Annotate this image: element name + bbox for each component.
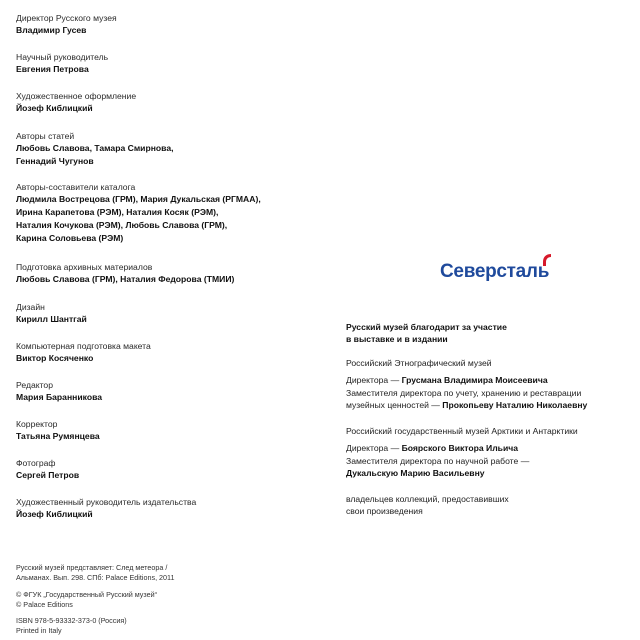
- org1-director-title: Директора —: [346, 375, 402, 385]
- credit-editor: [16, 379, 102, 403]
- copyright-line: © Palace Editions: [16, 599, 73, 609]
- credit-role: Редактор: [16, 380, 53, 390]
- credit-name: Сергей Петров: [16, 470, 80, 480]
- credit-role: Художественный руководитель издательства: [16, 497, 197, 507]
- credit-name: Евгения Петрова: [16, 64, 89, 74]
- credit-scientific-lead: [16, 51, 108, 75]
- credit-photographer: [16, 457, 79, 481]
- credit-name: Кирилл Шантгай: [16, 314, 87, 324]
- org1-deputy-title: Заместителя директора по учету, хранению и реставрации: [346, 388, 582, 398]
- org1-deputy-name: Прокопьеву Наталию Николаевну: [442, 400, 588, 410]
- credit-name: Мария Баранникова: [16, 392, 103, 402]
- org-ethnographic-museum: Российский Этнографический музей: [346, 358, 492, 368]
- severstal-mark-icon: [540, 253, 552, 267]
- copyright-block: [16, 590, 157, 609]
- credit-role: Директор Русского музея: [16, 13, 117, 23]
- credit-role: Художественное оформление: [16, 91, 137, 101]
- publication-reference: [16, 563, 175, 582]
- org2-deputy-title: Заместителя директора по научной работе —: [346, 456, 530, 466]
- logo-text: Северсталь: [440, 261, 550, 282]
- credit-role: Фотограф: [16, 458, 56, 468]
- org2-director-line: [346, 442, 518, 454]
- org1-deputy-line: [346, 399, 587, 411]
- org2-deputy-name: [346, 467, 485, 479]
- credit-archive-materials: [16, 261, 234, 285]
- thanks-heading-line: Русский музей благодарит за участие: [346, 322, 507, 332]
- credit-name: Наталия Кочукова (РЭМ), Любовь Славова (ГРМ),: [16, 220, 228, 230]
- owners-line: свои произведения: [346, 506, 423, 516]
- owners-line: владельцев коллекций, предоставивших: [346, 494, 509, 504]
- credit-name: Геннадий Чугунов: [16, 156, 94, 166]
- credit-role: Корректор: [16, 419, 58, 429]
- credit-name: Любовь Славова (ГРМ), Наталия Федорова (ТМИИ): [16, 274, 235, 284]
- isbn-block: [16, 616, 127, 635]
- thanks-heading-line: в выставке и в издании: [346, 334, 448, 344]
- org2-deputy-name-text: Дукальскую Марию Васильевну: [346, 468, 485, 478]
- credit-role: Дизайн: [16, 302, 45, 312]
- credit-design: [16, 301, 87, 325]
- credit-art-director: [16, 496, 196, 520]
- credit-name: Йозеф Киблицкий: [16, 509, 93, 519]
- credit-art-design: [16, 90, 136, 114]
- credit-article-authors: [16, 130, 173, 168]
- credit-role: Научный руководитель: [16, 52, 109, 62]
- isbn-line: ISBN 978-5-93332-373-0 (Россия): [16, 616, 127, 625]
- severstal-logo: [440, 253, 555, 285]
- credit-role: Подготовка архивных материалов: [16, 262, 153, 272]
- credit-name: Виктор Косяченко: [16, 353, 94, 363]
- credit-layout: [16, 340, 151, 364]
- credit-name: Ирина Карапетова (РЭМ), Наталия Косяк (РЭМ),: [16, 207, 219, 217]
- org1-director-line: [346, 374, 548, 386]
- credit-name: Карина Соловьева (РЭМ): [16, 233, 124, 243]
- credit-director: [16, 12, 117, 36]
- credit-name: Владимир Гусев: [16, 25, 87, 35]
- credit-catalogue-compilers: [16, 181, 261, 245]
- org-arctic-museum: Российский государственный музей Арктики и Антарктики: [346, 426, 578, 436]
- credit-name: Татьяна Румянцева: [16, 431, 100, 441]
- org2-director-title: Директора —: [346, 443, 402, 453]
- credit-role: Авторы-составители каталога: [16, 182, 136, 192]
- credit-name: Любовь Славова, Тамара Смирнова,: [16, 143, 174, 153]
- org2-director-name: Боярского Виктора Ильича: [401, 443, 519, 453]
- credit-name: Йозеф Киблицкий: [16, 103, 93, 113]
- publication-line: Альманах. Вып. 298. СПб: Palace Editions, 2011: [16, 572, 175, 582]
- copyright-line: © ФГУК „Государственный Русский музей“: [16, 590, 157, 599]
- printed-line: Printed in Italy: [16, 625, 62, 635]
- publication-line: Русский музей представляет: След метеора /: [16, 563, 168, 572]
- credit-role: Компьютерная подготовка макета: [16, 341, 151, 351]
- credit-role: Авторы статей: [16, 131, 75, 141]
- org1-deputy-title-end: музейных ценностей —: [346, 400, 443, 410]
- credit-name: Людмила Вострецова (ГРМ), Мария Дукальская (РГМАА),: [16, 194, 261, 204]
- credit-proofreader: [16, 418, 100, 442]
- org1-director-name: Грусмана Владимира Моисеевича: [401, 375, 548, 385]
